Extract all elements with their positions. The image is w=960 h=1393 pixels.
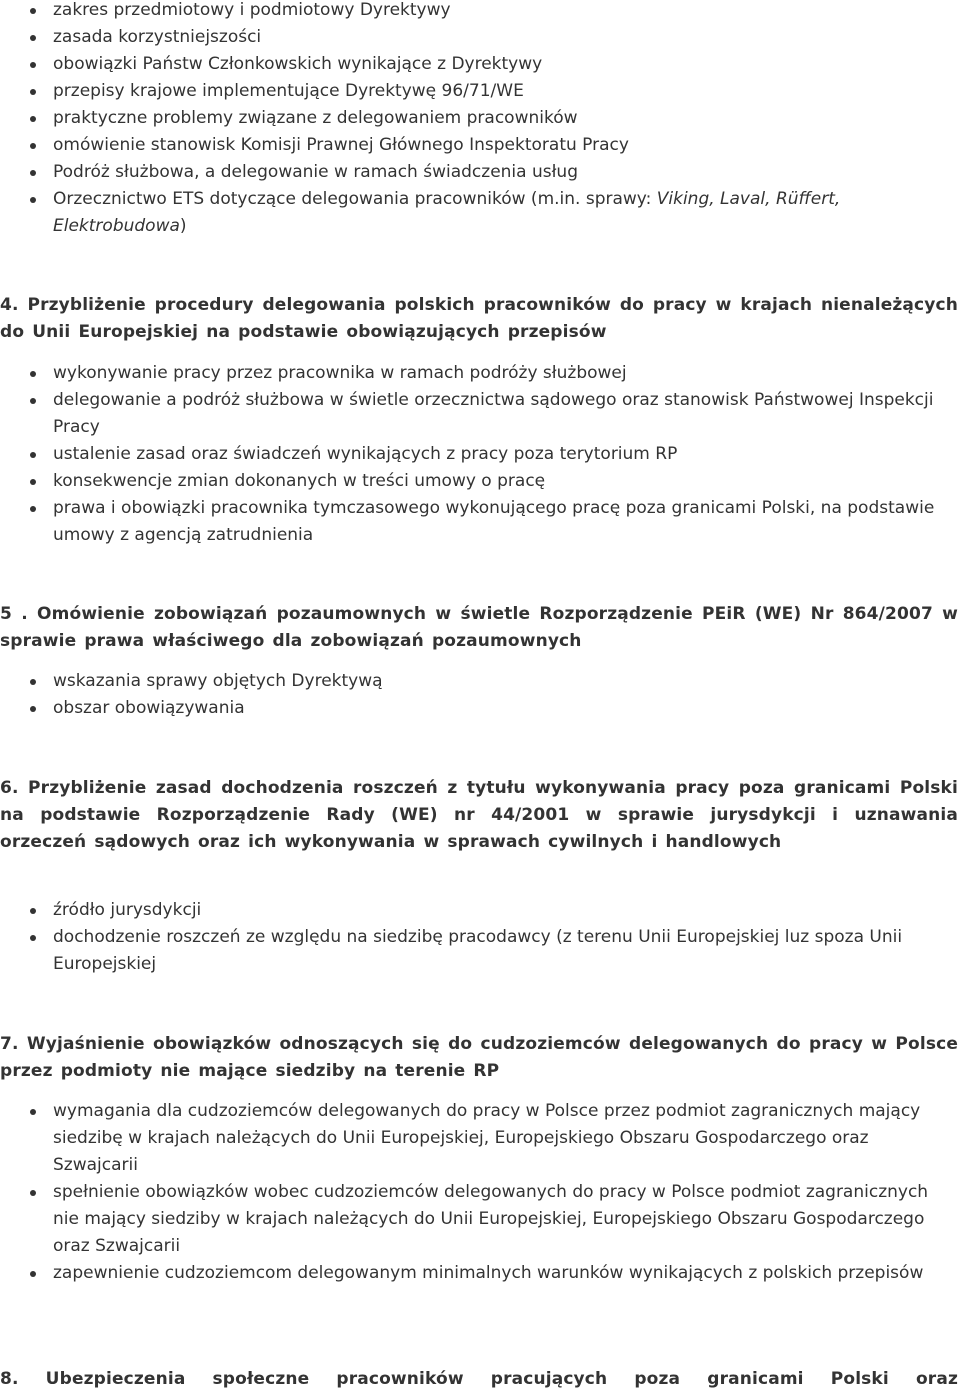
list-item-text-suffix: ) <box>179 216 187 236</box>
top-bullet-list <box>0 0 948 240</box>
list-item: źródło jurysdykcji <box>53 897 948 924</box>
list-item: Podróż służbowa, a delegowanie w ramach świadczenia usług <box>53 159 948 186</box>
section-6-list <box>0 897 948 978</box>
section-4 <box>0 292 958 346</box>
section-heading: 8. Ubezpieczenia społeczne pracowników pracujących poza granicami Polski oraz <box>0 1369 958 1389</box>
list-item: zapewnienie cudzoziemcom delegowanym minimalnych warunków wynikających z polskich przepisów <box>53 1260 948 1287</box>
list-item: obowiązki Państw Członkowskich wynikające z Dyrektywy <box>53 51 948 78</box>
section-heading: 7. Wyjaśnienie obowiązków odnoszących się do cudzoziemców delegowanych do pracy w Polsce przez podmioty nie mające siedziby na terenie RP <box>0 1034 958 1081</box>
section-5 <box>0 601 958 655</box>
section-heading: 5 . Omówienie zobowiązań pozaumownych w świetle Rozporządzenie PEiR (WE) Nr 864/2007 w sprawie prawa właściwego dla zobowiązań pozaumownych <box>0 604 958 651</box>
list-item: wykonywanie pracy przez pracownika w ramach podróży służbowej <box>53 360 948 387</box>
list-item: zakres przedmiotowy i podmiotowy Dyrektywy <box>53 0 948 24</box>
list-item: ustalenie zasad oraz świadczeń wynikających z pracy poza terytorium RP <box>53 441 948 468</box>
section-6 <box>0 775 958 856</box>
list-item: przepisy krajowe implementujące Dyrektywę 96/71/WE <box>53 78 948 105</box>
section-4-list <box>0 360 948 549</box>
case-names: Viking, Laval, Rüffert, Elektrobudowa <box>53 189 841 236</box>
list-item: obszar obowiązywania <box>53 695 948 722</box>
list-item <box>53 186 948 240</box>
list-item: konsekwencje zmian dokonanych w treści umowy o pracę <box>53 468 948 495</box>
section-heading: 4. Przybliżenie procedury delegowania polskich pracowników do pracy w krajach nienależących do Unii Europejskiej na podstawie obowiązujących przepisów <box>0 295 958 342</box>
list-item-text: Orzecznictwo ETS dotyczące delegowania pracowników (m.in. sprawy: <box>53 189 657 209</box>
list-item: wskazania sprawy objętych Dyrektywą <box>53 668 948 695</box>
list-item: wymagania dla cudzoziemców delegowanych do pracy w Polsce przez podmiot zagranicznych mający siedzibę w krajach należących do Unii Europejskiej, Europejskiego Obszaru Gospodarczego oraz Szwajcarii <box>53 1098 948 1179</box>
section-7-list <box>0 1098 948 1287</box>
list-item: dochodzenie roszczeń ze względu na siedzibę pracodawcy (z terenu Unii Europejskiej luz spoza Unii Europejskiej <box>53 924 948 978</box>
list-item: prawa i obowiązki pracownika tymczasowego wykonującego pracę poza granicami Polski, na podstawie umowy z agencją zatrudnienia <box>53 495 948 549</box>
section-heading: 6. Przybliżenie zasad dochodzenia roszczeń z tytułu wykonywania pracy poza granicami Polski na podstawie Rozporządzenie Rady (WE) nr 44/2001 w sprawie jurysdykcji i uznawania orzeczeń sądowych oraz ich wykonywania w sprawach cywilnych i handlowych <box>0 778 958 852</box>
section-5-list <box>0 668 948 722</box>
list-item: delegowanie a podróż służbowa w świetle orzecznictwa sądowego oraz stanowisk Państwowej Inspekcji Pracy <box>53 387 948 441</box>
list-item: praktyczne problemy związane z delegowaniem pracowników <box>53 105 948 132</box>
list-item: omówienie stanowisk Komisji Prawnej Głównego Inspektoratu Pracy <box>53 132 948 159</box>
list-item: zasada korzystniejszości <box>53 24 948 51</box>
section-8 <box>0 1366 958 1393</box>
section-7 <box>0 1031 958 1085</box>
list-item: spełnienie obowiązków wobec cudzoziemców delegowanych do pracy w Polsce podmiot zagranicznych nie mający siedziby w krajach należących do Unii Europejskiej, Europejskiego Obszaru Gospodarczego oraz Szwajcarii <box>53 1179 948 1260</box>
